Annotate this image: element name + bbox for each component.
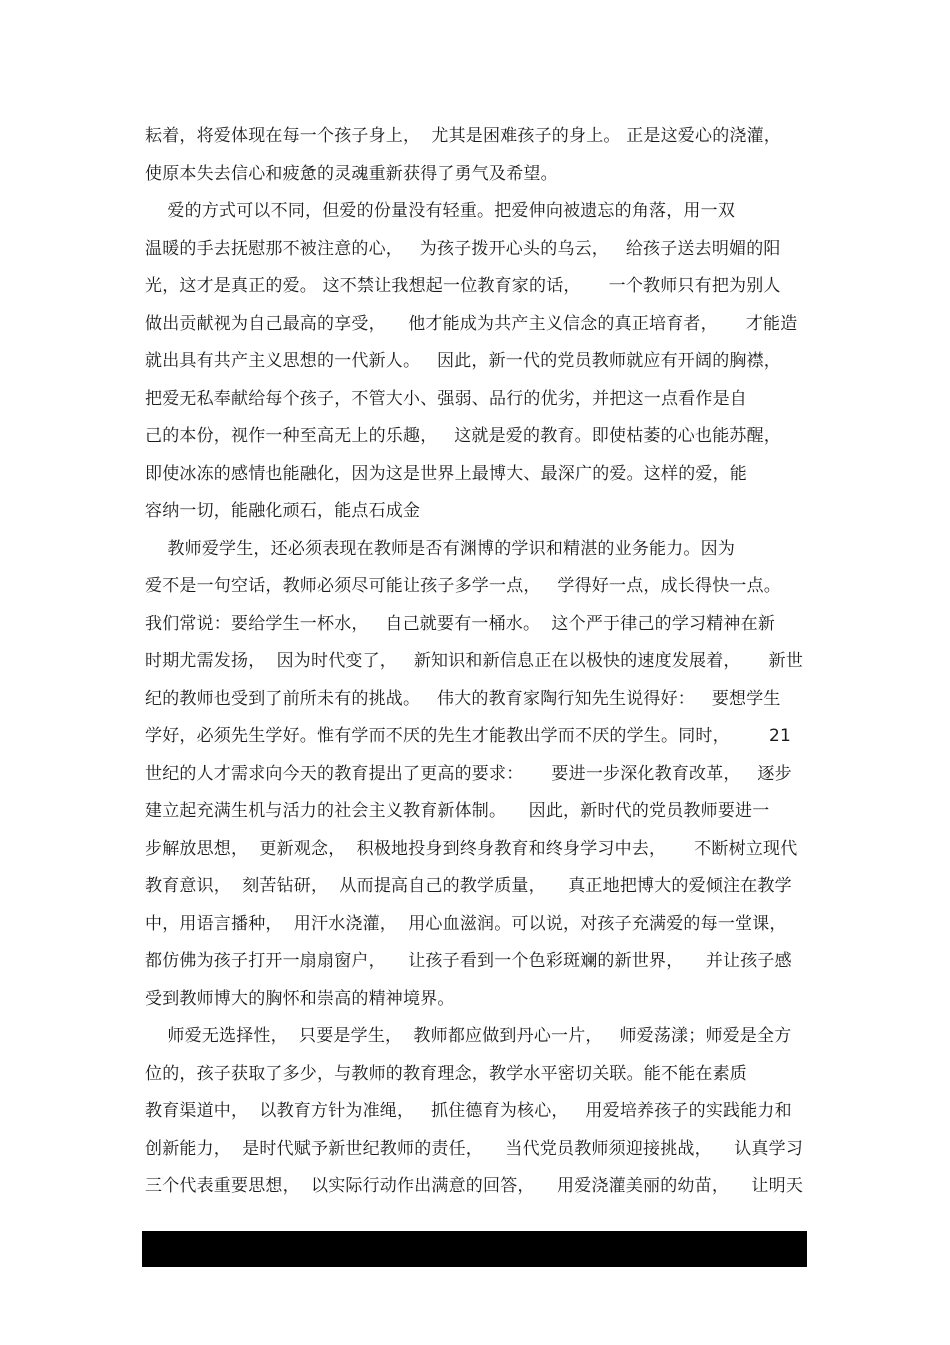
text-line: 师爱无选择性， 只要是学生， 教师都应做到丹心一片， 师爱荡漾；师爱是全方 <box>145 1026 792 1046</box>
text-line: 即使冰冻的感情也能融化，因为这是世界上最博大、最深广的爱。这样的爱，能 <box>145 463 747 484</box>
text-line: 容纳一切，能融化顽石，能点石成金 <box>145 501 421 521</box>
text-line: 受到教师博大的胸怀和崇高的精神境界。 <box>145 988 455 1009</box>
text-line: 三个代表重要思想， 以实际行动作出满意的回答， 用爱浇灌美丽的幼苗， 让明天 <box>145 1176 804 1196</box>
text-line: 学好，必须先生学好。惟有学而不厌的先生才能教出学而不厌的学生。同时， 21 <box>145 726 792 746</box>
text-line: 创新能力， 是时代赋予新世纪教师的责任， 当代党员教师须迎接挑战， 认真学习 <box>145 1138 804 1159</box>
text-line: 世纪的人才需求向今天的教育提出了更高的要求： 要进一步深化教育改革， 逐步 <box>145 763 792 784</box>
text-line: 中，用语言播种， 用汗水浇灌， 用心血滋润。可以说，对孩子充满爱的每一堂课， <box>145 913 787 934</box>
text-line: 做出贡献视为自己最高的享受， 他才能成为共产主义信念的真正培育者， 才能造 <box>145 313 798 334</box>
text-line: 时期尤需发扬， 因为时代变了， 新知识和新信息正在以极快的速度发展着， 新世 <box>145 651 804 671</box>
text-line: 使原本失去信心和疲惫的灵魂重新获得了勇气及希望。 <box>145 163 558 184</box>
text-line: 位的，孩子获取了多少，与教师的教育理念，教学水平密切关联。能不能在素质 <box>145 1063 747 1084</box>
text-line: 把爱无私奉献给每个孩子，不管大小、强弱、品行的优劣，并把这一点看作是自 <box>145 388 747 409</box>
text-line: 教育意识， 刻苦钻研， 从而提高自己的教学质量， 真正地把博大的爱倾注在教学 <box>145 876 792 896</box>
text-line: 纪的教师也受到了前所未有的挑战。 伟大的教育家陶行知先生说得好： 要想学生 <box>145 688 781 709</box>
text-line: 光，这才是真正的爱。 这不禁让我想起一位教育家的话， 一个教师只有把为别人 <box>145 276 781 296</box>
text-line: 爱不是一句空话，教师必须尽可能让孩子多学一点， 学得好一点，成长得快一点。 <box>145 576 782 596</box>
text-line: 建立起充满生机与活力的社会主义教育新体制。 因此，新时代的党员教师要进一 <box>145 801 770 821</box>
text-line: 都仿佛为孩子打开一扇扇窗户， 让孩子看到一个色彩斑斓的新世界， 并让孩子感 <box>145 951 792 971</box>
text-line: 步解放思想， 更新观念， 积极地投身到终身教育和终身学习中去， 不断树立现代 <box>145 838 798 859</box>
text-line: 教师爱学生，还必须表现在教师是否有渊博的学识和精湛的业务能力。因为 <box>145 538 736 559</box>
text-line: 教育渠道中， 以教育方针为准绳， 抓住德育为核心， 用爱培养孩子的实践能力和 <box>145 1101 792 1121</box>
text-line: 爱的方式可以不同，但爱的份量没有轻重。把爱伸向被遗忘的角落，用一双 <box>145 201 736 221</box>
text-line: 己的本份，视作一种至高无上的乐趣， 这就是爱的教育。即使枯萎的心也能苏醒， <box>145 426 782 446</box>
footer-black-bar <box>142 1231 807 1267</box>
text-line: 我们常说：要给学生一杯水， 自己就要有一桶水。 这个严于律己的学习精神在新 <box>145 613 776 634</box>
body-text <box>145 118 815 1206</box>
text-line: 温暖的手去抚慰那不被注意的心， 为孩子拨开心头的乌云， 给孩子送去明媚的阳 <box>145 238 781 259</box>
text-line: 就出具有共产主义思想的一代新人。 因此，新一代的党员教师就应有开阔的胸襟， <box>145 351 782 371</box>
text-line: 耘着，将爱体现在每一个孩子身上， 尤其是困难孩子的身上。 正是这爱心的浇灌， <box>145 126 782 146</box>
